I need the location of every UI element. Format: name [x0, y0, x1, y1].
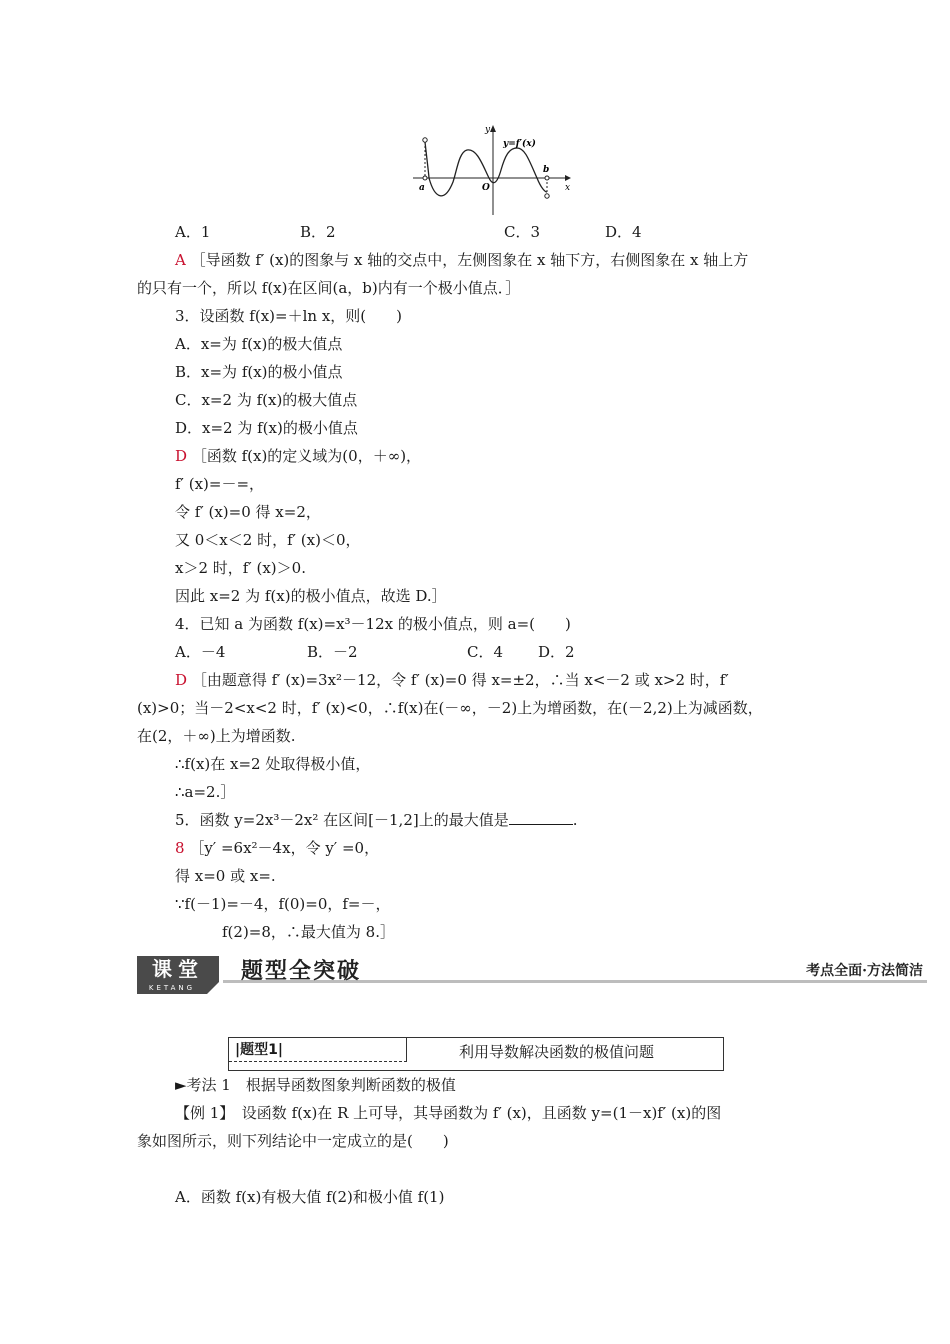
- banner-sub-label: KETANG: [137, 982, 207, 994]
- endpoint-a-top: [423, 138, 427, 142]
- q2-option-c: C．3: [504, 223, 541, 241]
- q2-option-a: A．1: [175, 223, 211, 241]
- q3-option-a: A．x=为 f(x)的极大值点: [175, 335, 343, 353]
- q2-solution-line2: 的只有一个，所以 f(x)在区间(a，b)内有一个极小值点．］: [137, 279, 521, 297]
- q3-solution-text1: ［函数 f(x)的定义域为(0，＋∞)，: [191, 447, 422, 465]
- q3-solution-line5: x＞2 时，f′ (x)＞0.: [175, 559, 306, 577]
- derivative-graph-figure: [405, 120, 585, 220]
- banner-tagline: 考点全面·方法简洁: [806, 963, 923, 979]
- q5-answer: 8: [175, 839, 185, 857]
- q3-solution-line2: f′ (x)=－=，: [175, 475, 265, 493]
- topic-title: 利用导数解决函数的极值问题: [459, 1043, 655, 1061]
- banner-title: 题型全突破: [241, 959, 362, 984]
- derivative-graph: [405, 120, 585, 220]
- endpoint-b-bottom: [545, 194, 549, 198]
- q4-option-d: D．2: [538, 643, 575, 661]
- q4-solution-line5: ∴a=2.］: [175, 783, 236, 801]
- q3-option-b: B．x=为 f(x)的极小值点: [175, 363, 343, 381]
- q2-option-d: D．4: [605, 223, 642, 241]
- q3-option-d: D．x=2 为 f(x)的极小值点: [175, 419, 358, 437]
- q2-solution-line1: [175, 250, 748, 270]
- q5-solution-line1: [175, 838, 379, 858]
- q2-option-b: B．2: [300, 223, 336, 241]
- q2-solution-text1: ［导函数 f′ (x)的图象与 x 轴的交点中，左侧图象在 x 轴下方，右侧图象在 x 轴上方: [190, 251, 749, 269]
- q3-solution-line1: [175, 446, 421, 466]
- q3-solution-line6: 因此 x=2 为 f(x)的极小值点，故选 D.］: [175, 587, 447, 605]
- label-y: y: [485, 125, 491, 135]
- q5-answer-blank: [509, 810, 573, 825]
- q3-solution-line3: 令 f′ (x)=0 得 x=2，: [175, 503, 321, 521]
- y-axis-arrow: [490, 125, 496, 132]
- q5-solution-line3: ∵f(－1)=－4，f(0)=0，f=－，: [175, 895, 391, 913]
- example1-line2: 象如图所示，则下列结论中一定成立的是( ): [137, 1132, 449, 1150]
- q5-stem-end: .: [572, 811, 578, 829]
- q5-stem-text: 5．函数 y=2x³－2x² 在区间[－1,2]上的最大值是: [175, 811, 509, 829]
- label-b: b: [543, 165, 550, 175]
- q4-option-b: B．－2: [307, 643, 358, 661]
- point-b: [545, 176, 549, 180]
- banner-box-label: 课堂: [137, 956, 219, 982]
- q4-answer-letter: D: [175, 671, 188, 689]
- banner-corner: [207, 982, 219, 994]
- q3-stem: 3．设函数 f(x)=＋ln x，则( ): [175, 307, 402, 325]
- q3-solution-line4: 又 0＜x＜2 时，f′ (x)＜0，: [175, 531, 361, 549]
- topic-tag: |题型1|: [229, 1038, 407, 1062]
- point-a: [423, 176, 427, 180]
- label-x: x: [565, 183, 571, 193]
- q4-option-a: A．－4: [175, 643, 226, 661]
- q5-solution-line2: 得 x=0 或 x=.: [175, 867, 276, 885]
- section-banner: [137, 952, 927, 998]
- label-o: O: [482, 183, 490, 193]
- label-a: a: [419, 183, 425, 193]
- q4-stem: 4．已知 a 为函数 f(x)=x³－12x 的极小值点，则 a=( ): [175, 615, 571, 633]
- q4-solution-line2: (x)>0；当－2<x<2 时，f′ (x)<0，∴f(x)在(－∞，－2)上为增函数，在(－2,2)上为减函数，: [137, 699, 763, 717]
- q4-option-c: C．4: [467, 643, 504, 661]
- example1-option-a: A．函数 f(x)有极大值 f(2)和极小值 f(1): [175, 1188, 445, 1206]
- q4-solution-line1: [175, 670, 729, 690]
- q5-stem: [175, 810, 578, 830]
- q4-solution-line4: ∴f(x)在 x=2 处取得极小值，: [175, 755, 371, 773]
- label-fx: y=f′(x): [503, 139, 536, 149]
- q4-solution-text1: ［由题意得 f′ (x)=3x²－12，令 f′ (x)=0 得 x=±2，∴当 x<－2 或 x>2 时，f′: [191, 671, 729, 689]
- q4-solution-line3: 在(2，＋∞)上为增函数.: [137, 727, 296, 745]
- q2-answer-letter: A: [175, 251, 186, 269]
- x-axis-arrow: [565, 175, 571, 181]
- q3-answer-letter: D: [175, 447, 188, 465]
- example1-line1: 【例 1】 设函数 f(x)在 R 上可导，其导函数为 f′ (x)，且函数 y=(1－x)f′ (x)的图: [175, 1104, 722, 1122]
- q3-option-c: C．x=2 为 f(x)的极大值点: [175, 391, 358, 409]
- topic-box: [228, 1037, 724, 1071]
- q5-solution-text1: ［y′ =6x²－4x，令 y′ =0，: [189, 839, 380, 857]
- q5-solution-line4: f(2)=8，∴最大值为 8.］: [222, 923, 395, 941]
- method-heading: ►考法 1 根据导函数图象判断函数的极值: [175, 1076, 456, 1094]
